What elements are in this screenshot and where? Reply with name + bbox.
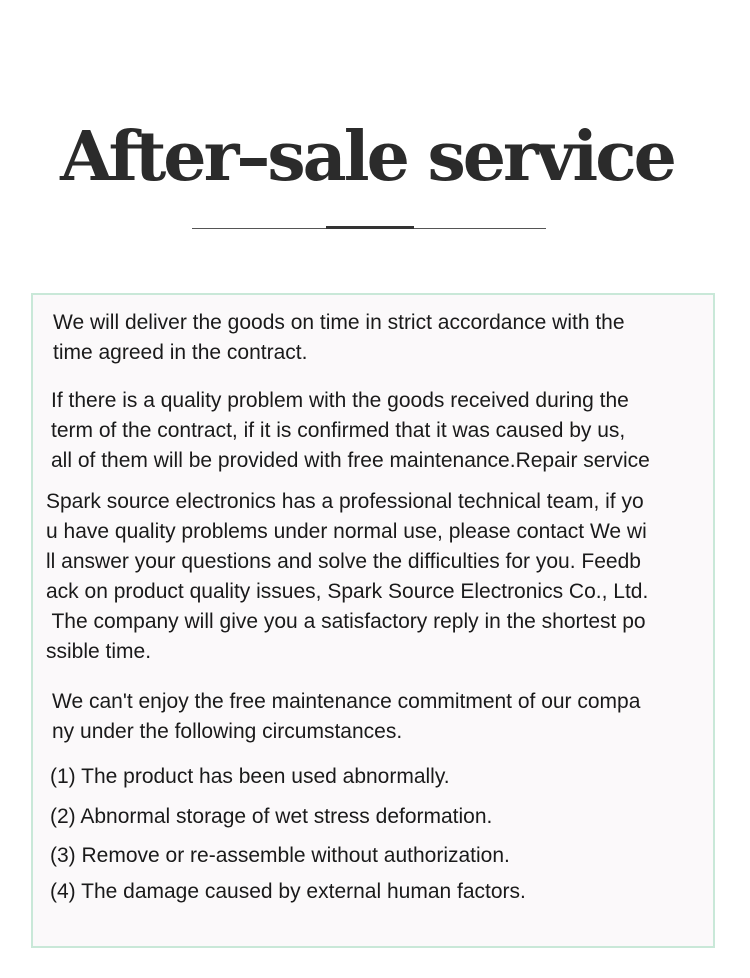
list-item: (3) Remove or re-assemble without authorization. [50, 844, 510, 867]
list-item: (1) The product has been used abnormally. [50, 765, 450, 788]
paragraph-delivery: We will deliver the goods on time in strict accordance with the time agreed in the contract. [53, 311, 625, 364]
paragraph-quality-problem: If there is a quality problem with the goods received during the term of the contract, if it is confirmed that it was caused by us, all of them will be provided with free maintenance.Repair service [51, 389, 650, 472]
paragraph-technical-team: Spark source electronics has a professional technical team, if yo u have quality problems under normal use, please contact We wi ll answer your questions and solve the difficulties for you. Feedb ack on product quality issues, Spark Source Electronics Co., Ltd. The company will give you a satisfactory reply in the shortest po ssible time. [46, 490, 649, 663]
list-item: (4) The damage caused by external human factors. [50, 880, 526, 903]
list-item: (2) Abnormal storage of wet stress deformation. [50, 805, 493, 828]
paragraph-exclusions-intro: We can't enjoy the free maintenance commitment of our compa ny under the following circumstances. [52, 690, 641, 743]
title-divider-accent [326, 226, 414, 229]
page-title: After–sale service [60, 117, 674, 197]
